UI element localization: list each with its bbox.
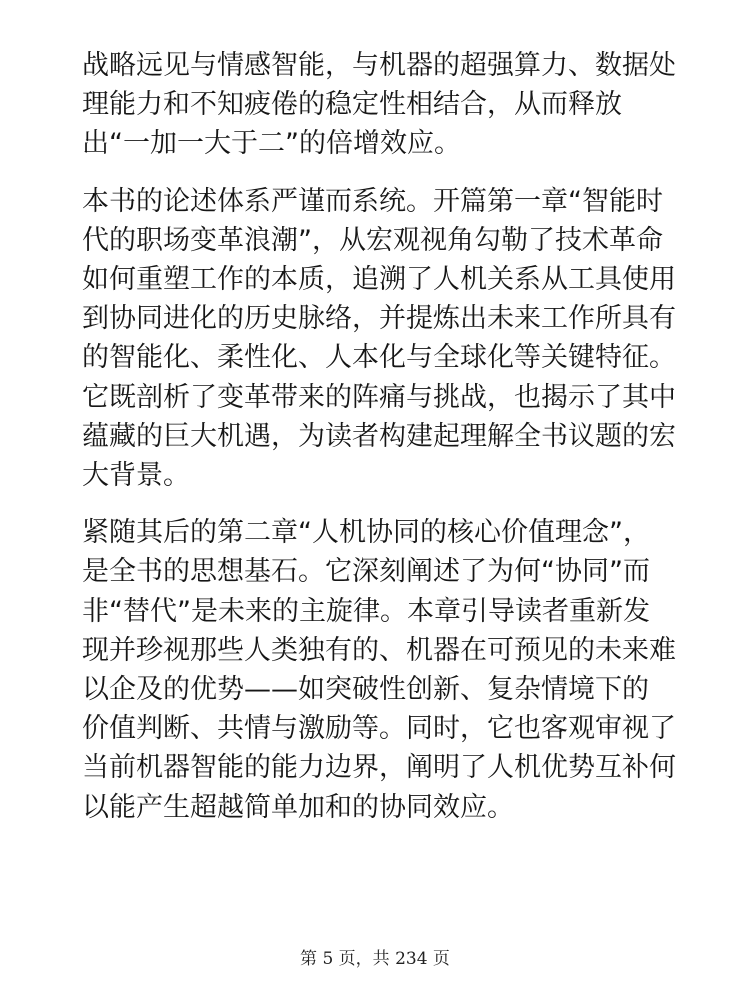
text-line: 现并珍视那些人类独有的、机器在可预见的未来难: [82, 634, 676, 666]
page-number-footer: 第 5 页，共 234 页: [300, 949, 450, 969]
text-line: 非“替代”是未来的主旋律。本章引导读者重新发: [82, 595, 650, 627]
text-line: 以企及的优势——如突破性创新、复杂情境下的: [82, 674, 649, 706]
text-line: 价值判断、共情与激励等。同时，它也客观审视了: [82, 713, 676, 745]
body-text: [82, 46, 702, 827]
paragraph-3: [82, 513, 702, 827]
text-line: 它既剖析了变革带来的阵痛与挑战，也揭示了其中: [82, 381, 676, 413]
text-line: 紧随其后的第二章“人机协同的核心价值理念”，: [82, 517, 650, 549]
paragraph-2: [82, 182, 702, 496]
text-line: 以能产生超越简单加和的协同效应。: [82, 791, 514, 823]
text-line: 的智能化、柔性化、人本化与全球化等关键特征。: [82, 342, 676, 374]
text-line: 大背景。: [82, 460, 190, 492]
text-line: 理能力和不知疲倦的稳定性相结合，从而释放: [82, 89, 622, 121]
text-line: 是全书的思想基石。它深刻阐述了为何“协同”而: [82, 556, 650, 588]
text-line: 战略远见与情感智能，与机器的超强算力、数据处: [82, 50, 676, 81]
text-line: 出“一加一大于二”的倍增效应。: [82, 128, 461, 160]
paragraph-1: [82, 46, 702, 164]
text-line: 本书的论述体系严谨而系统。开篇第一章“智能时: [82, 185, 663, 217]
text-line: 代的职场变革浪潮”，从宏观视角勾勒了技术革命: [82, 224, 663, 256]
text-line: 蕴藏的巨大机遇，为读者构建起理解全书议题的宏: [82, 420, 676, 452]
text-line: 到协同进化的历史脉络，并提炼出未来工作所具有: [82, 303, 676, 335]
text-line: 如何重塑工作的本质，追溯了人机关系从工具使用: [82, 264, 676, 296]
text-line: 当前机器智能的能力边界，阐明了人机优势互补何: [82, 752, 676, 784]
